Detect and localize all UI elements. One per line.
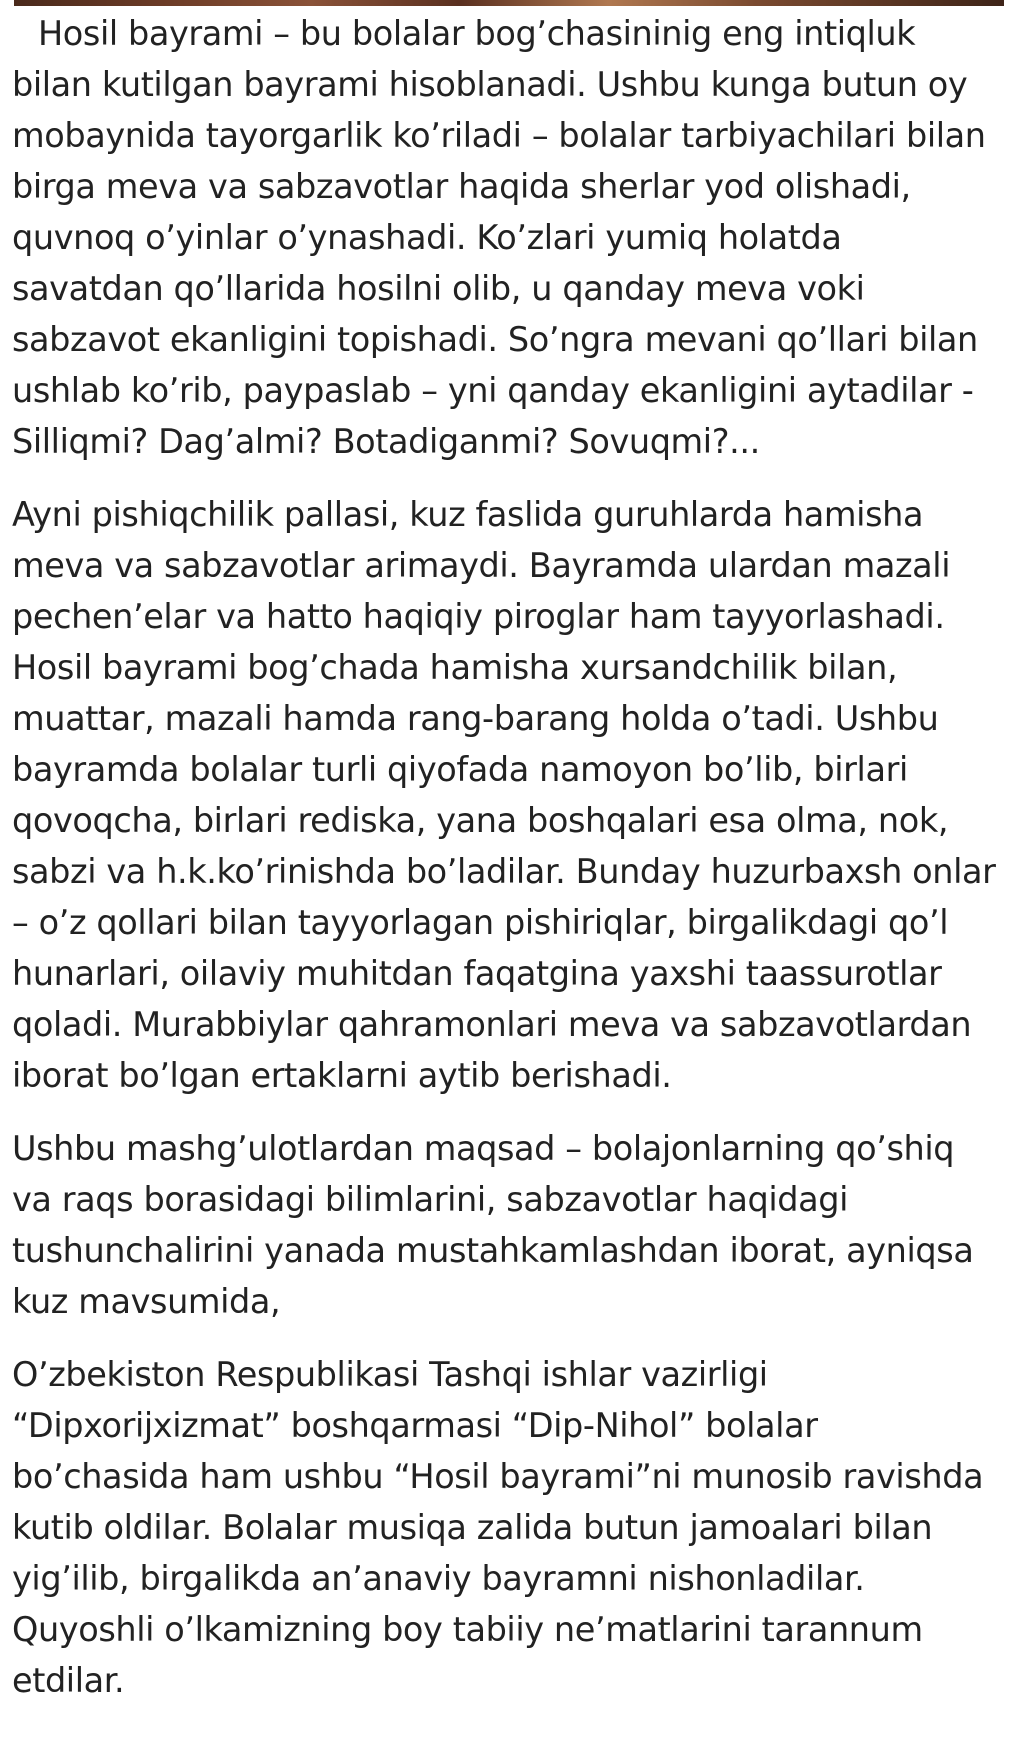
article-paragraph-1: Hosil bayrami – bu bolalar bog’chasininig eng intiqluk bilan kutilgan bayrami hisoblanadi. Ushbu kunga butun oy mobaynida tayorgarlik ko’riladi – bolalar tarbiyachilari bilan birga meva va sabzavotlar haqida sherlar yod olishadi, quvnoq o’yinlar o’ynashadi. Ko’zlari yumiq holatda savatdan qo’llarida hosilni olib, u qanday meva voki sabzavot ekanligini topishadi. So’ngra mevani qo’llari bilan ushlab ko’rib, paypaslab – yni qanday ekanligini aytadilar - Silliqmi? Dag’almi? Botadiganmi? Sovuqmi?...: [12, 14, 986, 461]
article-paragraph-4: O’zbekiston Respublikasi Tashqi ishlar vazirligi “Dipxorijxizmat” boshqarmasi “Dip-Nihol” bolalar bo’chasida ham ushbu “Hosil bayrami”ni munosib ravishda kutib oldilar. Bolalar musiqa zalida butun jamoalari bilan yig’ilib, birgalikda an’anaviy bayramni nishonladilar. Quyoshli o’lkamizning boy tabiiy ne’matlarini tarannum etdilar.: [12, 1355, 984, 1700]
article-paragraph-3: Ushbu mashg’ulotlardan maqsad – bolajonlarning qo’shiq va raqs borasidagi bilimlarini, sabzavotlar haqidagi tushunchalirini yanada mustahkamlashdan iborat, ayniqsa kuz mavsumida,: [12, 1129, 974, 1321]
article-body: [12, 8, 1002, 1728]
header-image-edge: [14, 0, 1004, 6]
article-paragraph-2: Ayni pishiqchilik pallasi, kuz faslida guruhlarda hamisha meva va sabzavotlar arimaydi. Bayramda ulardan mazali pechen’elar va hatto haqiqiy piroglar ham tayyorlashadi. Hosil bayrami bog’chada hamisha xursandchilik bilan, muattar, mazali hamda rang-barang holda o’tadi. Ushbu bayramda bolalar turli qiyofada namoyon bo’lib, birlari qovoqcha, birlari rediska, yana boshqalari esa olma, nok, sabzi va h.k.ko’rinishda bo’ladilar. Bunday huzurbaxsh onlar – o’z qollari bilan tayyorlagan pishiriqlar, birgalikdagi qo’l hunarlari, oilaviy muhitdan faqatgina yaxshi taassurotlar qoladi. Murabbiylar qahramonlari meva va sabzavotlardan iborat bo’lgan ertaklarni aytib berishadi.: [12, 495, 996, 1095]
